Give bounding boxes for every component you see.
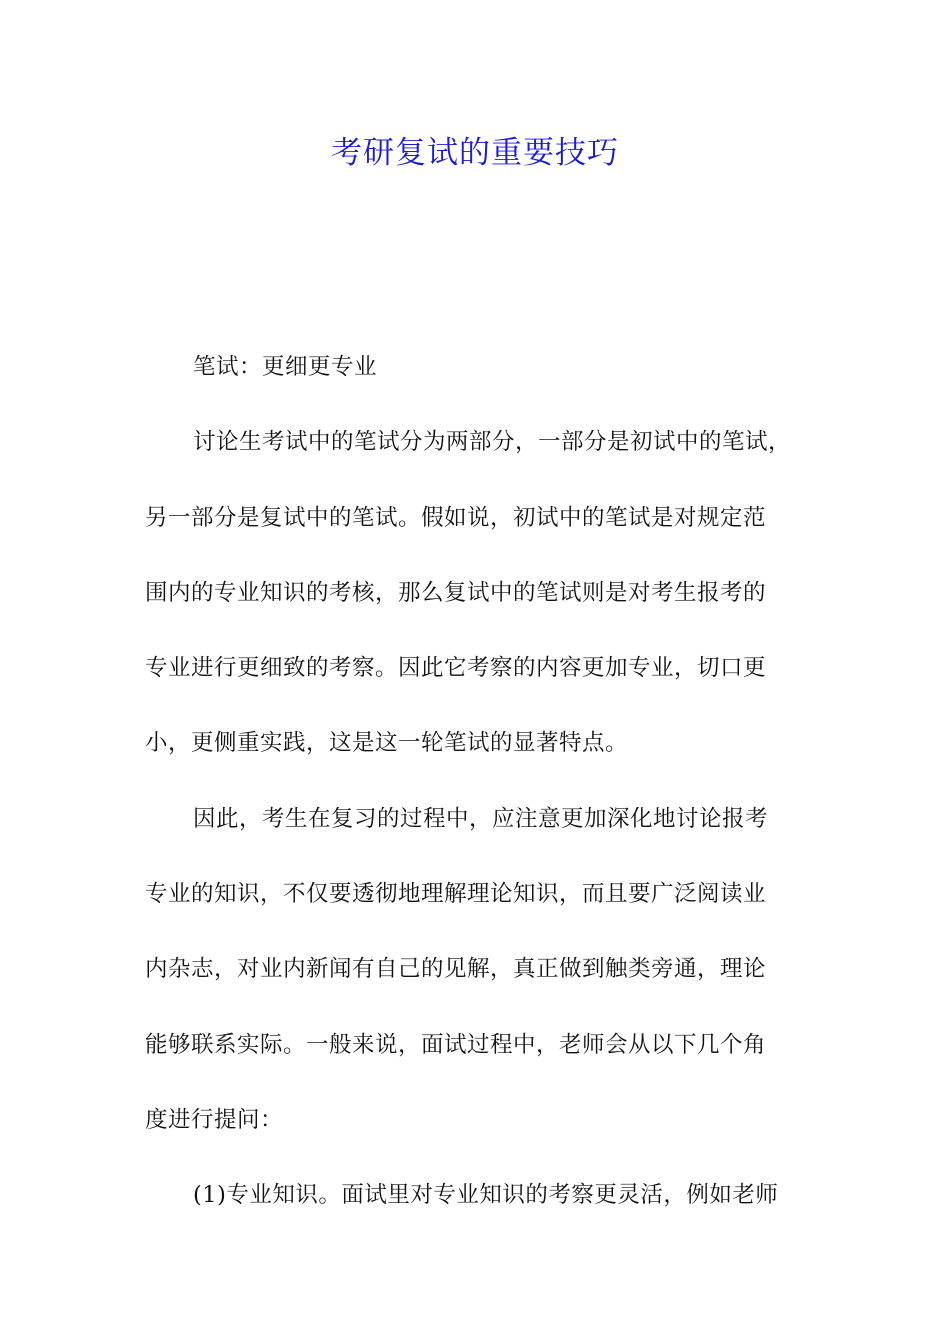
paragraph-line: 能够联系实际。一般来说，面试过程中，老师会从以下几个角 <box>145 1031 767 1058</box>
paragraph-line: 笔试：更细更专业 <box>193 354 378 380</box>
paragraph-line: 专业的知识，不仅要透彻地理解理论知识，而且要广泛阅读业 <box>145 881 767 908</box>
paragraph-line: 小，更侧重实践，这是这一轮笔试的显著特点。 <box>145 730 629 757</box>
paragraph <box>145 330 807 405</box>
paragraph-line: 围内的专业知识的考核，那么复试中的笔试则是对考生报考的 <box>145 579 767 606</box>
paragraph-line: 讨论生考试中的笔试分为两部分，一部分是初试中的笔试， <box>193 429 792 456</box>
paragraph-line: 内杂志，对业内新闻有自己的见解，真正做到触类旁通，理论 <box>145 956 767 983</box>
document-title: 考研复试的重要技巧 <box>331 135 619 171</box>
paragraph <box>145 405 807 781</box>
paragraph-line: 度进行提问： <box>145 1106 284 1133</box>
paragraph <box>145 782 807 1158</box>
paragraph-line: 另一部分是复试中的笔试。假如说，初试中的笔试是对规定范 <box>145 504 767 531</box>
paragraph-line: 专业进行更细致的考察。因此它考察的内容更加专业，切口更 <box>145 655 767 682</box>
paragraph-line: 因此，考生在复习的过程中，应注意更加深化地讨论报考 <box>193 805 769 832</box>
paragraph <box>145 1158 807 1233</box>
paragraph-line: (1)专业知识。面试里对专业知识的考察更灵活，例如老师 <box>193 1182 779 1209</box>
document-body <box>145 330 807 1234</box>
